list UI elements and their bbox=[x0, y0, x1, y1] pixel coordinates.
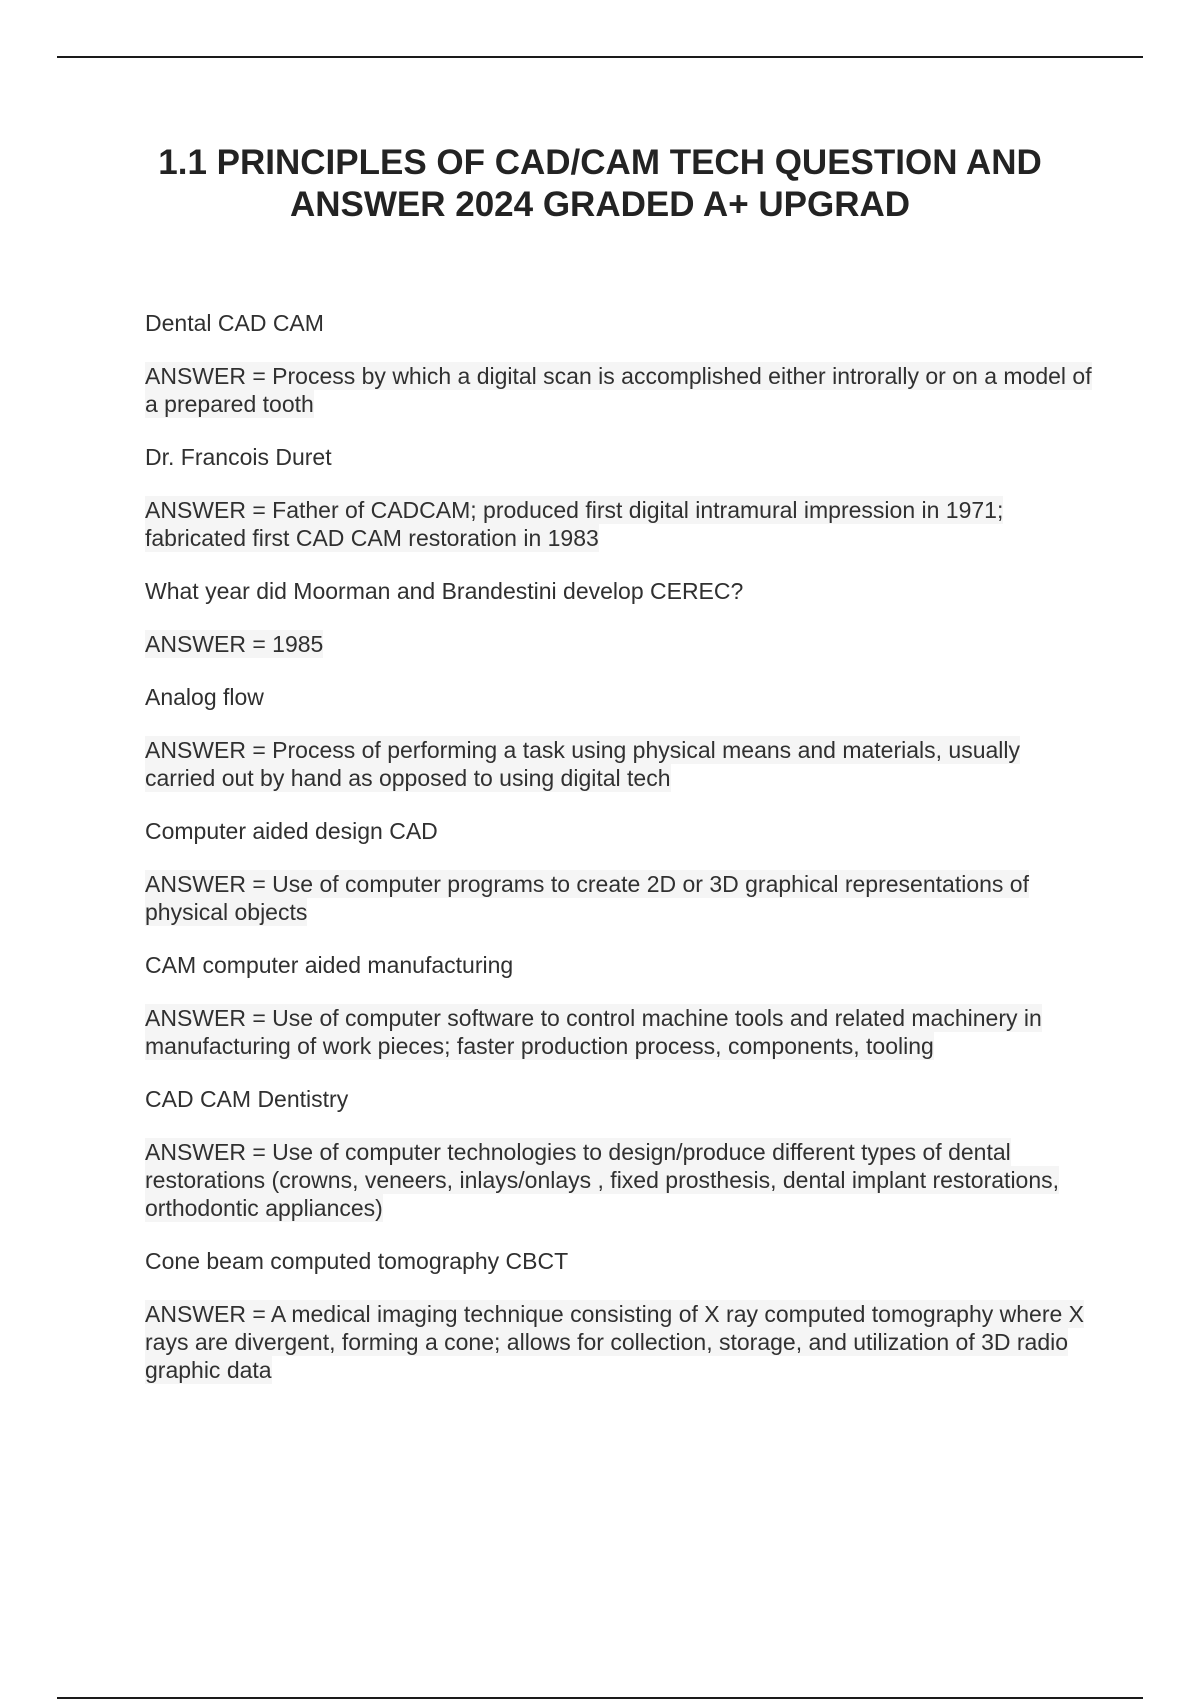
answer-block bbox=[145, 362, 1095, 418]
document-title: 1.1 PRINCIPLES OF CAD/CAM TECH QUESTION AND ANSWER 2024 GRADED A+ UPGRAD bbox=[158, 143, 1042, 224]
qa-item bbox=[145, 951, 1095, 1060]
qa-item bbox=[145, 309, 1095, 418]
answer-block bbox=[145, 1004, 1095, 1060]
answer-block bbox=[145, 1300, 1095, 1384]
answer-block bbox=[145, 870, 1095, 926]
answer-text: ANSWER = Process by which a digital scan is accomplished either introrally or on a model of a prepared tooth bbox=[145, 363, 1092, 417]
question-text: Computer aided design CAD bbox=[145, 818, 438, 844]
answer-text: ANSWER = Process of performing a task using physical means and materials, usually carried out by hand as opposed to using digital tech bbox=[145, 737, 1021, 791]
question-text: Analog flow bbox=[145, 684, 264, 710]
qa-list bbox=[145, 309, 1095, 1409]
question-text: Dental CAD CAM bbox=[145, 310, 324, 336]
question-text: CAD CAM Dentistry bbox=[145, 1086, 349, 1112]
qa-item bbox=[145, 683, 1095, 792]
header-rule bbox=[57, 56, 1143, 58]
answer-text: ANSWER = Use of computer software to control machine tools and related machinery in manufacturing of work pieces; faster production process, components, tooling bbox=[145, 1005, 1042, 1059]
answer-text: ANSWER = Use of computer technologies to design/produce different types of dental restorations (crowns, veneers, inlays/onlays , fixed prosthesis, dental implant restorations, orthodontic appliances) bbox=[145, 1139, 1060, 1221]
answer-block bbox=[145, 736, 1095, 792]
footer-rule bbox=[57, 1697, 1143, 1699]
answer-text: ANSWER = A medical imaging technique consisting of X ray computed tomography where X rays are divergent, forming a cone; allows for collection, storage, and utilization of 3D radio graphic data bbox=[145, 1301, 1085, 1383]
qa-item bbox=[145, 577, 1095, 658]
question-text: CAM computer aided manufacturing bbox=[145, 952, 514, 978]
qa-item bbox=[145, 817, 1095, 926]
qa-item bbox=[145, 443, 1095, 552]
question-text: Cone beam computed tomography CBCT bbox=[145, 1248, 569, 1274]
answer-text: ANSWER = Father of CADCAM; produced first digital intramural impression in 1971; fabricated first CAD CAM restoration in 1983 bbox=[145, 497, 1004, 551]
answer-text: ANSWER = Use of computer programs to create 2D or 3D graphical representations of physical objects bbox=[145, 871, 1029, 925]
answer-block bbox=[145, 1138, 1095, 1222]
qa-item bbox=[145, 1085, 1095, 1222]
answer-block bbox=[145, 630, 1095, 658]
answer-block bbox=[145, 496, 1095, 552]
qa-item bbox=[145, 1247, 1095, 1384]
question-text: Dr. Francois Duret bbox=[145, 444, 332, 470]
answer-text: ANSWER = 1985 bbox=[145, 631, 324, 657]
question-text: What year did Moorman and Brandestini develop CEREC? bbox=[145, 578, 744, 604]
